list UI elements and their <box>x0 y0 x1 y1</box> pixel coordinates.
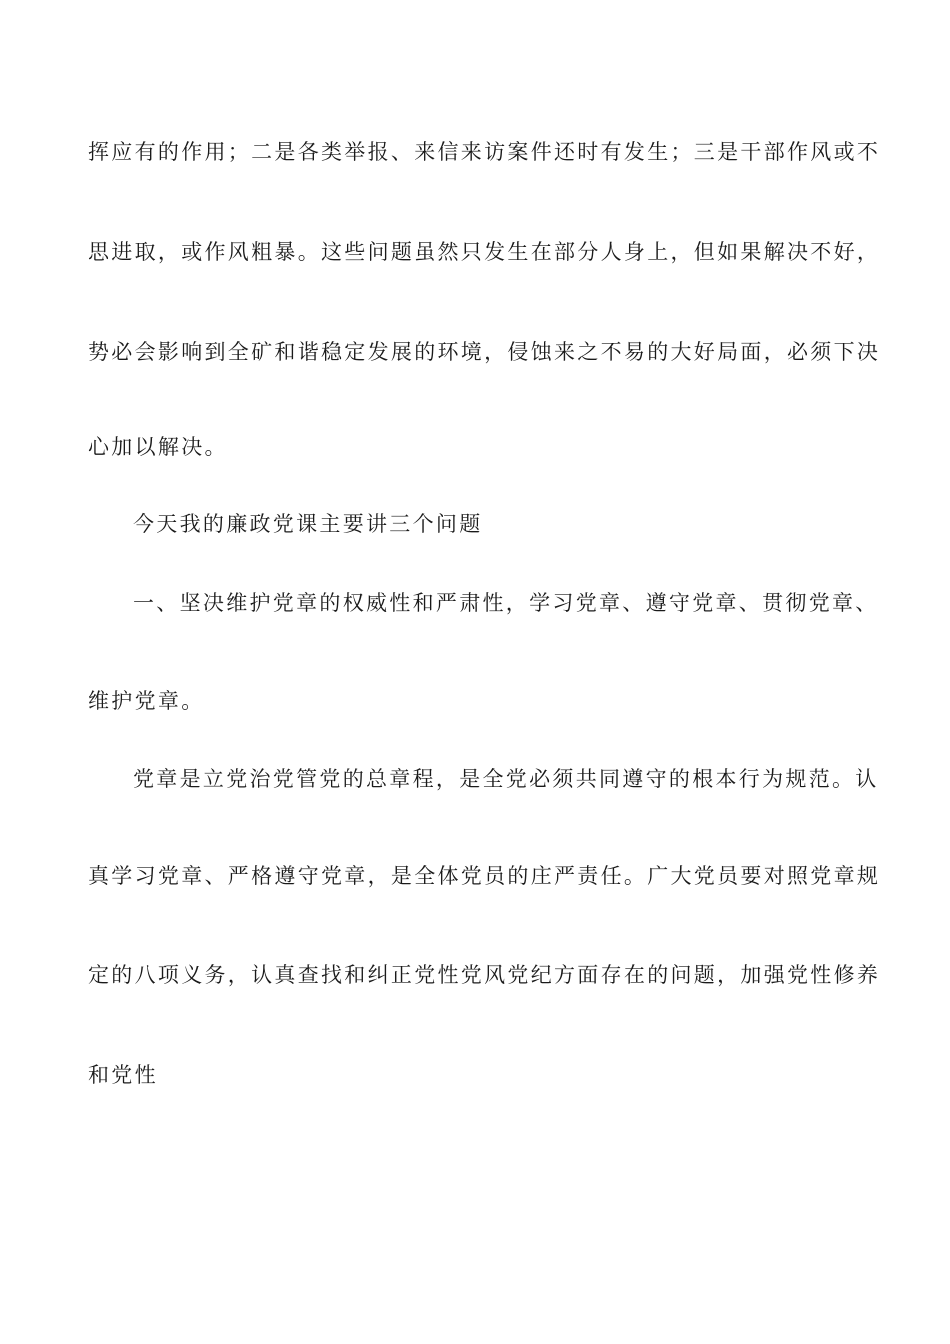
paragraph-line-2: 思进取，或作风粗暴。这些问题虽然只发生在部分人身上，但如果解决不好， <box>88 240 881 264</box>
section-heading-line-1: 一、坚决维护党章的权威性和严肃性，学习党章、遵守党章、贯彻党章、 <box>133 591 879 615</box>
body-line-2: 真学习党章、严格遵守党章，是全体党员的庄严责任。广大党员要对照党章规 <box>88 864 881 888</box>
body-line-1: 党章是立党治党管党的总章程，是全党必须共同遵守的根本行为规范。认 <box>133 767 879 791</box>
section-heading-line-2: 维护党章。 <box>88 689 205 713</box>
body-line-4: 和党性 <box>88 1063 158 1087</box>
body-line-3: 定的八项义务，认真查找和纠正党性党风党纪方面存在的问题，加强党性修养 <box>88 963 881 987</box>
paragraph-line-3: 势必会影响到全矿和谐稳定发展的环境，侵蚀来之不易的大好局面，必须下决 <box>88 340 881 364</box>
section-intro-line: 今天我的廉政党课主要讲三个问题 <box>133 512 483 536</box>
paragraph-line-4: 心加以解决。 <box>88 435 228 459</box>
paragraph-line-1: 挥应有的作用；二是各类举报、来信来访案件还时有发生；三是干部作风或不 <box>88 140 881 164</box>
